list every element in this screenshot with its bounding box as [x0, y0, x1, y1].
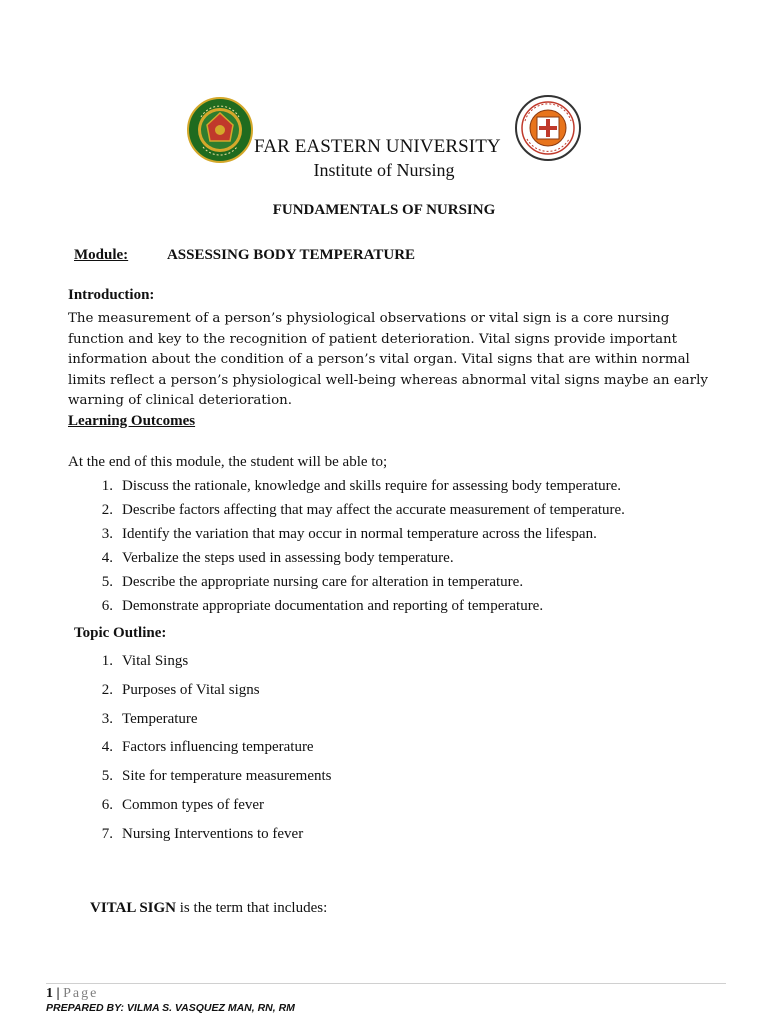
item-number: 1.	[101, 478, 113, 494]
list-item	[68, 738, 332, 767]
item-text: Discuss the rationale, knowledge and skills require for assessing body temperature.	[122, 478, 622, 494]
institute-name: Institute of Nursing	[313, 160, 455, 180]
topic-outline-heading: Topic Outline:	[74, 625, 167, 641]
item-number: 6.	[101, 796, 113, 813]
nursing-seal-logo	[515, 95, 581, 161]
item-number: 1.	[101, 653, 113, 669]
footer-page-number	[46, 986, 98, 1002]
item-text: Identify the variation that may occur in normal temperature across the lifespan.	[122, 526, 597, 542]
item-text: Describe factors affecting that may affect the accurate measurement of temperature.	[122, 502, 625, 518]
item-text: Factors influencing temperature	[122, 739, 314, 756]
module-row	[74, 247, 415, 264]
list-item	[68, 796, 332, 825]
item-number: 7.	[101, 825, 113, 842]
page-word: Page	[63, 986, 99, 1001]
item-number: 6.	[101, 598, 113, 614]
list-item	[68, 825, 332, 854]
list-item	[68, 597, 625, 621]
list-item	[68, 525, 625, 549]
item-text: Temperature	[122, 710, 198, 727]
list-item	[68, 549, 625, 573]
item-number: 3.	[101, 710, 113, 727]
item-text: Purposes of Vital signs	[122, 681, 260, 698]
item-text: Verbalize the steps used in assessing body temperature.	[122, 550, 454, 566]
university-name: FAR EASTERN UNIVERSITY	[254, 136, 501, 157]
item-number: 2.	[101, 681, 113, 698]
item-number: 5.	[101, 574, 113, 590]
item-text: Site for temperature measurements	[122, 768, 332, 785]
module-label: Module:	[74, 247, 129, 263]
item-text: Common types of fever	[122, 796, 265, 813]
vital-sign-sentence	[90, 900, 327, 917]
item-number: 3.	[101, 526, 113, 542]
footer-divider	[46, 983, 726, 984]
list-item	[68, 477, 625, 501]
list-item	[68, 501, 625, 525]
prepared-by: PREPARED BY: VILMA S. VASQUEZ MAN, RN, RM	[46, 1002, 295, 1014]
list-item	[68, 652, 332, 681]
item-text: Vital Sings	[122, 653, 189, 669]
list-item	[68, 681, 332, 710]
list-item	[68, 573, 625, 597]
feu-seal-logo	[187, 97, 253, 163]
list-item	[68, 767, 332, 796]
item-number: 5.	[101, 768, 113, 785]
item-text: Describe the appropriate nursing care for alteration in temperature.	[122, 574, 524, 590]
topic-outline-list	[68, 652, 332, 854]
course-title: FUNDAMENTALS OF NURSING	[272, 202, 496, 218]
page-number: 1	[46, 986, 53, 1001]
page-separator: |	[53, 986, 64, 1001]
learning-outcomes-intro: At the end of this module, the student will be able to;	[68, 454, 388, 470]
module-title: ASSESSING BODY TEMPERATURE	[166, 247, 416, 263]
introduction-heading: Introduction:	[68, 287, 155, 303]
item-number: 4.	[101, 739, 113, 756]
learning-outcomes-heading: Learning Outcomes	[68, 413, 196, 429]
vital-sign-term: VITAL SIGN	[90, 900, 177, 916]
learning-outcomes-list	[68, 477, 625, 621]
item-text: Nursing Interventions to fever	[122, 825, 304, 842]
item-number: 2.	[101, 502, 113, 518]
introduction-body: The measurement of a person’s physiological observations or vital sign is a core nursing function and key to the recognition of patient deterioration. Vital signs provide important information about the condition of a person’s vital organ. Vital signs that are within normal limits reflect a person’s physiological well-being whereas abnormal vital signs maybe an early warning of clinical deterioration.	[68, 311, 708, 408]
item-text: Demonstrate appropriate documentation and reporting of temperature.	[122, 598, 544, 614]
item-number: 4.	[101, 550, 113, 566]
list-item	[68, 710, 332, 739]
vital-sign-rest: is the term that includes:	[176, 900, 328, 916]
